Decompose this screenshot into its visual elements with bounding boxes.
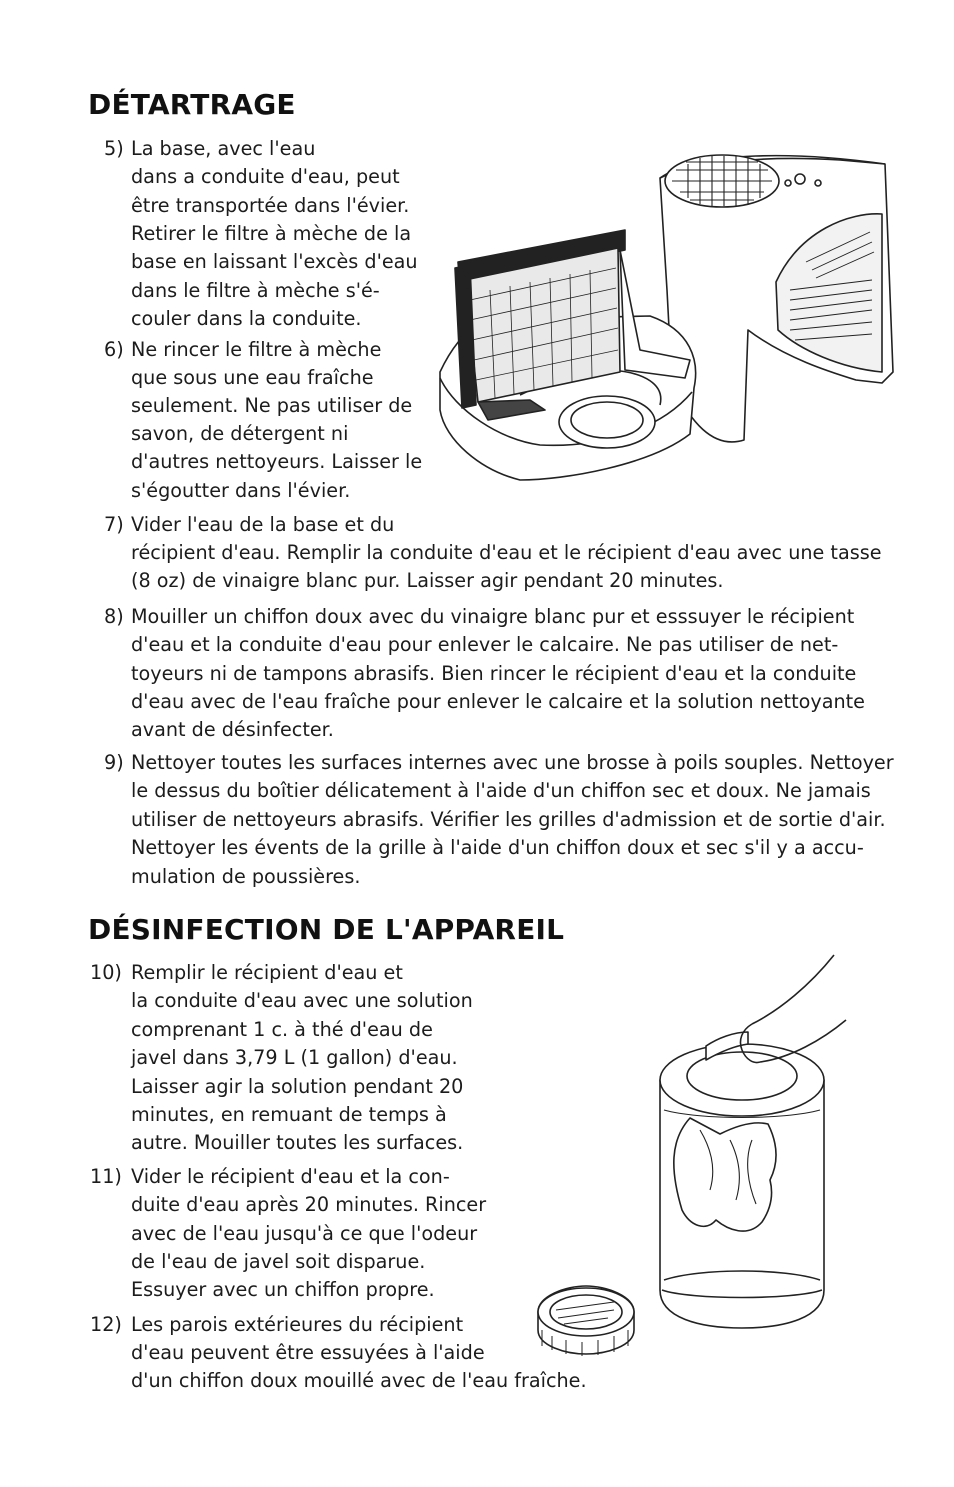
item-text-line: de l'eau de javel soit disparue. <box>131 1249 426 1273</box>
item-text-line: Remplir le récipient d'eau et <box>131 961 403 984</box>
item-text-line: d'eau et la conduite d'eau pour enlever le calcaire. Ne pas utiliser de net- <box>131 633 839 657</box>
item-text-line: comprenant 1 c. à thé d'eau de <box>131 1017 433 1041</box>
item-text-line: seulement. Ne pas utiliser de <box>131 394 413 418</box>
item-number: 9) <box>104 751 124 774</box>
item-number: 10) <box>90 961 122 984</box>
item-text-line: Laisser agir la solution pendant 20 <box>131 1074 464 1098</box>
item-text-line: base en laissant l'excès d'eau <box>131 250 418 274</box>
item-text-line: utiliser de nettoyeurs abrasifs. Vérifier les grilles d'admission et de sortie d'air. <box>131 807 886 831</box>
item-text-line: dans le filtre à mèche s'é- <box>131 278 380 302</box>
item-text-line: Nettoyer les évents de la grille à l'aide d'un chiffon doux et sec s'il y a accu- <box>131 836 864 860</box>
item-text-line: que sous une eau fraîche <box>131 366 374 390</box>
item-text-line: autre. Mouiller toutes les surfaces. <box>131 1131 464 1155</box>
item-text-line: avec de l'eau jusqu'à ce que l'odeur <box>131 1221 478 1245</box>
item-text-line: (8 oz) de vinaigre blanc pur. Laisser agir pendant 20 minutes. <box>131 569 724 593</box>
section-title-desinfection: DÉSINFECTION DE L'APPAREIL <box>88 913 565 946</box>
item-number: 5) <box>104 137 124 160</box>
item-text-line: dans a conduite d'eau, peut <box>131 165 400 189</box>
item-text-line: récipient d'eau. Remplir la conduite d'eau et le récipient d'eau avec une tasse <box>131 541 882 565</box>
item-text-line: le dessus du boîtier délicatement à l'aide d'un chiffon sec et doux. Ne jamais <box>131 779 871 803</box>
item-text-line: La base, avec l'eau <box>131 137 316 160</box>
item-number: 8) <box>104 605 124 628</box>
section-title-detartrage: DÉTARTRAGE <box>88 88 296 121</box>
item-text-line: avant de désinfecter. <box>131 718 334 742</box>
item-text-line: Retirer le filtre à mèche de la <box>131 221 412 245</box>
item-text-line: s'égoutter dans l'évier. <box>131 478 351 502</box>
item-number: 6) <box>104 338 124 361</box>
item-text-line: mulation de poussières. <box>131 864 361 888</box>
item-text-line: Essuyer avec un chiffon propre. <box>131 1278 435 1302</box>
item-text-line: d'eau peuvent être essuyées à l'aide <box>131 1341 485 1365</box>
item-text-line: d'eau avec de l'eau fraîche pour enlever le calcaire et la solution nettoyante <box>131 689 865 713</box>
item-text-line: savon, de détergent ni <box>131 422 349 446</box>
item-text-line: Ne rincer le filtre à mèche <box>131 338 382 361</box>
item-number: 12) <box>90 1313 122 1336</box>
item-text-line: javel dans 3,79 L (1 gallon) d'eau. <box>131 1046 458 1070</box>
item-text-line: couler dans la conduite. <box>131 306 362 330</box>
item-text-line: Les parois extérieures du récipient <box>131 1313 464 1336</box>
item-text-line: Vider le récipient d'eau et la con- <box>131 1165 450 1188</box>
item-text-line: d'un chiffon doux mouillé avec de l'eau fraîche. <box>131 1369 587 1393</box>
item-number: 7) <box>104 513 124 536</box>
item-text-line: la conduite d'eau avec une solution <box>131 989 473 1013</box>
item-text-line: Mouiller un chiffon doux avec du vinaigre blanc pur et esssuyer le récipient <box>131 605 855 628</box>
item-number: 11) <box>90 1165 122 1188</box>
item-text-line: être transportée dans l'évier. <box>131 193 410 217</box>
item-text-line: duite d'eau après 20 minutes. Rincer <box>131 1193 487 1217</box>
item-text-line: Nettoyer toutes les surfaces internes avec une brosse à poils souples. Nettoyer <box>131 751 894 774</box>
item-text-line: Vider l'eau de la base et du <box>131 513 395 536</box>
item-text-line: toyeurs ni de tampons abrasifs. Bien rincer le récipient d'eau et la conduite <box>131 661 857 685</box>
item-text-line: d'autres nettoyeurs. Laisser le <box>131 450 423 474</box>
item-text-line: minutes, en remuant de temps à <box>131 1103 447 1126</box>
